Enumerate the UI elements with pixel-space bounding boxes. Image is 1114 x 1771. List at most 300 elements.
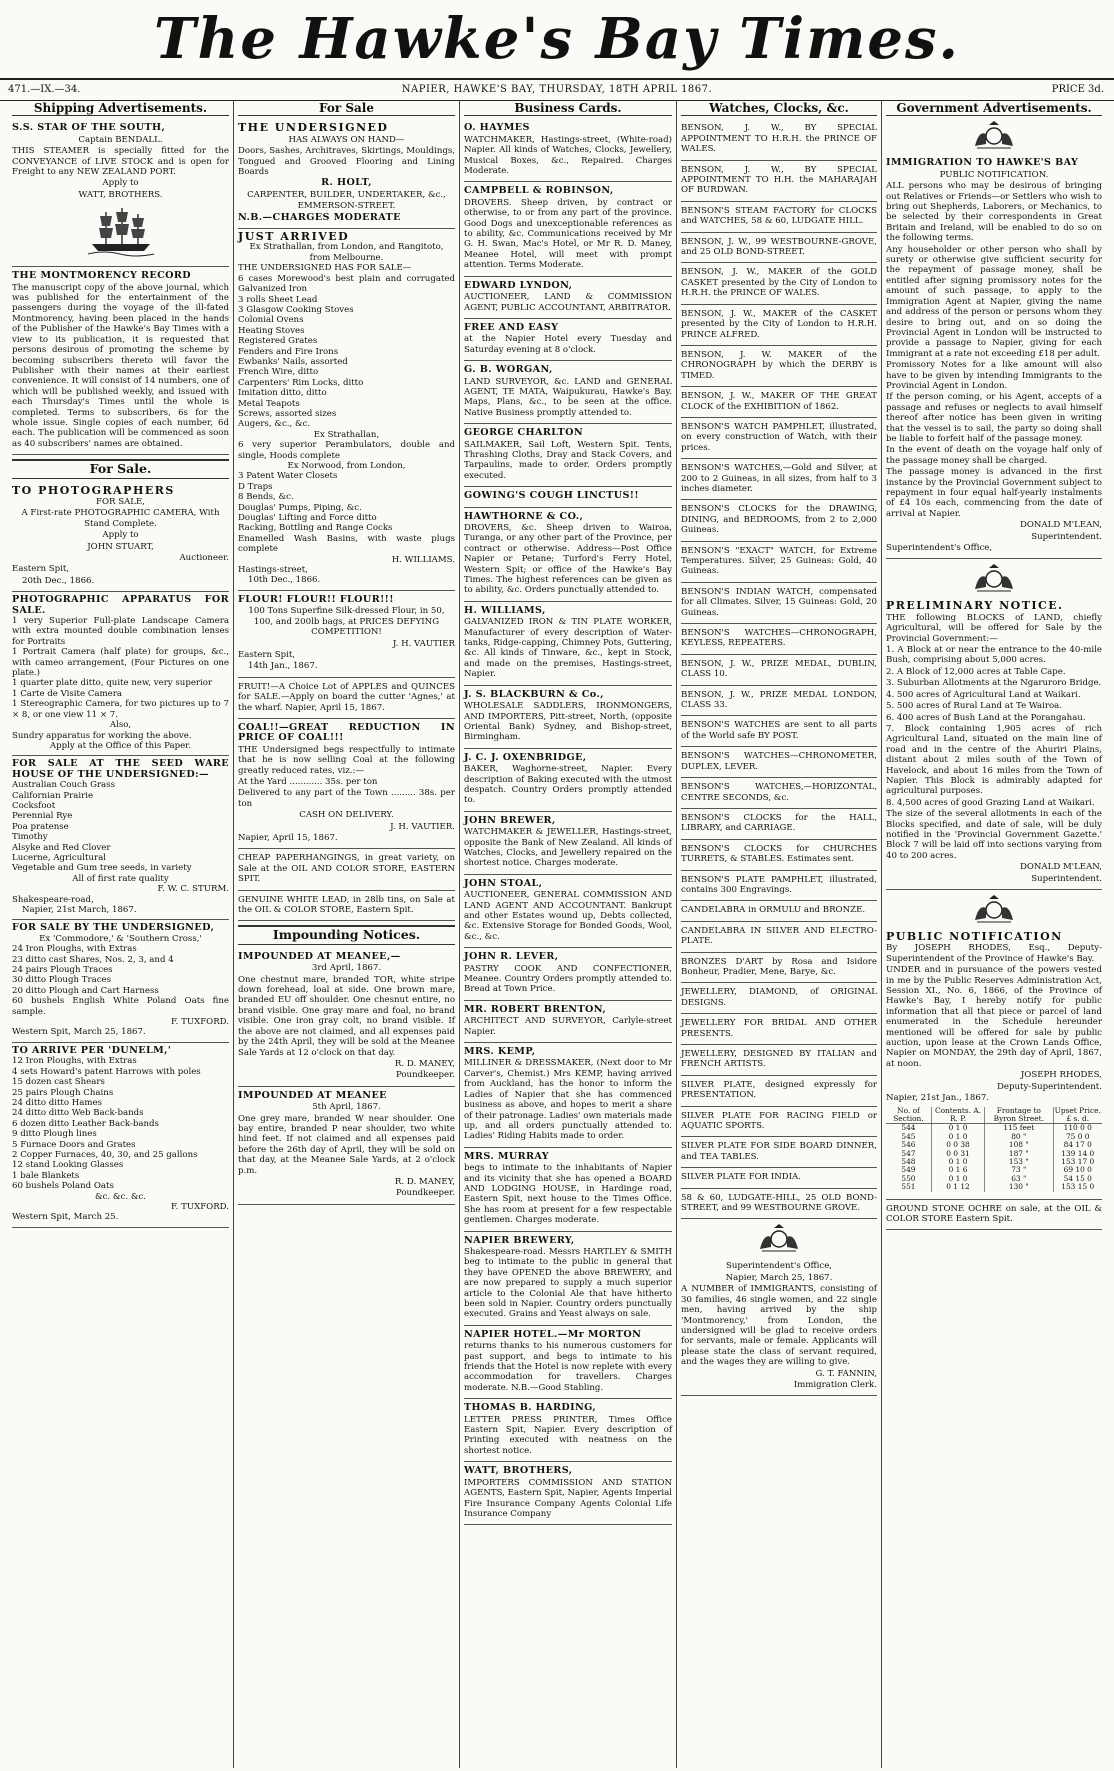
business-card: [464, 182, 672, 276]
table-cell: 551: [901, 1182, 916, 1192]
watch-ad-text: BENSON'S WATCHES—CHRONOMETER, DUPLEX, LEVER.: [681, 751, 877, 772]
list-item: 24 pairs Plough Traces: [12, 965, 113, 976]
list-item: Ewbanks' Nails, assorted: [238, 356, 348, 367]
ad-paragraph: Promissory Notes for a like amount will also have to be given by intending Immigrants to the Provincial Agent in London.: [886, 360, 1102, 391]
watch-ad-text: BRONZES D'ART by Rosa and Isidore Bonheur, Pradier, Mene, Barye, &c.: [681, 956, 877, 977]
list-item: D Traps: [238, 481, 273, 492]
table-cell: 545: [901, 1131, 916, 1141]
business-card-body: AUCTIONEER, GENERAL COMMISSION AND LAND AGENT AND ACCOUNTANT. Bankrupt and other Estates wound up, Debts collected, &c. Extensive Storage for Bonded Goods, Wool, &c., &c.: [464, 890, 672, 942]
table-header-cell: Contents. A. R. P.: [931, 1107, 984, 1124]
business-card: [464, 119, 672, 182]
business-card-title: EDWARD LYNDON,: [464, 279, 573, 291]
ad-title: S.S. STAR OF THE SOUTH,: [12, 122, 166, 134]
ad-name: R. HOLT,: [321, 177, 372, 189]
list-item: 23 ditto cast Shares, Nos. 2, 3, and 4: [12, 954, 174, 965]
ad-sub: PUBLIC NOTIFICATION.: [939, 169, 1049, 180]
ad-name: H. WILLIAMS.: [391, 554, 455, 565]
table-cell: 0 0 38: [931, 1141, 984, 1149]
ad-white-lead: [238, 891, 455, 922]
watch-ad: [681, 119, 877, 160]
ad-place: EMMERSON-STREET.: [297, 201, 396, 212]
watch-ad-text: BENSON'S CLOCKS for the HALL, LIBRARY, and CARRIAGE.: [681, 812, 877, 834]
ad-apply: Apply to: [102, 530, 139, 541]
ad-role: CARPENTER, BUILDER, UNDERTAKER, &c.,: [247, 189, 446, 200]
watch-ad: [681, 624, 877, 655]
business-card-title: WATT, BROTHERS,: [464, 1465, 573, 1477]
watch-ad-text: BENSON'S WATCHES—CHRONOGRAPH, KEYLESS, REPEATERS.: [681, 628, 877, 649]
watches-list: [681, 119, 877, 1219]
royal-arms-icon: [756, 1223, 802, 1253]
business-card: [464, 686, 672, 749]
table-cell: 547: [901, 1148, 916, 1158]
watch-ad: [681, 459, 877, 500]
business-card-title: H. WILLIAMS,: [464, 604, 546, 616]
ad-paperhangings: [238, 849, 455, 890]
ad-body: The manuscript copy of the above journal, which was published for the entertainment of the passengers during the voyage of the ill-fated Montmorency, having been placed in the hands of the Publisher of the Hawke's Bay Times with a view to its publication, it is requested that persons desirous of promoting the scheme by becoming subscribers thereto will favor the Publisher with their names at their earliest convenience. It will consist of 14 numbers, one of which will be published weekly, and issued with each Thursday's Times until the whole is completed. Terms to subscribers, 6s for the whole issue. Single copies of each number, 6d each. The publication will be commenced as soon as 40 subscribers' names are obtained.: [12, 282, 229, 449]
masthead: [0, 0, 1114, 78]
list-item: Californian Prairie: [12, 790, 94, 801]
column-header: Government Advertisements.: [886, 100, 1102, 116]
business-card-body: Shakespeare-road. Messrs HARTLEY & SMITH beg to intimate to the public in general that they have OPENED the above BREWERY, and are now prepared to supply a much superior article to the Colonial Ale that have hitherto been sold in Napier. Country orders punctually executed. Grains and Yeast always on sale.: [464, 1246, 672, 1320]
watch-ad: [681, 542, 877, 583]
ad-ships: Ex Strathallan, from London, and Rangitoto, from Melbourne.: [249, 242, 444, 263]
watch-ad: [681, 655, 877, 686]
ad-apply: Apply to: [102, 178, 139, 189]
list-item: 2 Copper Furnaces, 40, 30, and 25 gallons: [12, 1149, 198, 1160]
list-item: 6. 400 acres of Bush Land at the Porangahau.: [886, 712, 1086, 723]
ad-public-notification: [886, 928, 1102, 1200]
ad-date: Western Spit, March 25, 1867.: [12, 1027, 146, 1038]
ad-title: JUST ARRIVED: [238, 230, 350, 244]
column-government: [882, 100, 1106, 1768]
table-header-cell: Frontage to Byron Street.: [985, 1107, 1053, 1124]
list-item: Racking, Bottling and Range Cocks: [238, 523, 393, 534]
list-item: 1 bale Blankets: [12, 1170, 80, 1181]
table-row: [886, 1183, 1102, 1191]
business-card: [464, 1232, 672, 1326]
list-item: Poa pratense: [12, 821, 69, 832]
ad-date: Napier, March 25, 1867.: [725, 1272, 833, 1283]
ad-seed-warehouse: [12, 756, 229, 920]
ad-date: 20th Dec., 1866.: [22, 575, 95, 586]
ad-name: R. D. MANEY,: [394, 1176, 455, 1187]
watch-ad: [681, 901, 877, 921]
table-cell: 0 1 0: [931, 1158, 984, 1166]
watch-ad: [681, 233, 877, 264]
table-cell: 0 1 0: [931, 1124, 984, 1133]
list-item: French Wire, ditto: [238, 367, 319, 378]
watch-ad: [681, 809, 877, 840]
ad-just-arrived: [238, 229, 455, 591]
table-cell: 187 ": [985, 1150, 1053, 1158]
business-card: [464, 361, 672, 424]
table-header-cell: No. of Section.: [886, 1107, 931, 1124]
list-item: 2. A Block of 12,000 acres at Table Cape.: [886, 666, 1066, 677]
business-card-body: PASTRY COOK AND CONFECTIONER, Meanee. Country Orders promptly attended to. Bread at Town Price.: [464, 963, 672, 995]
ad-coal: [238, 719, 455, 849]
watch-ad: [681, 1045, 877, 1076]
ad-name: DONALD M'LEAN,: [1019, 520, 1102, 531]
table-cell: 110 0 0: [1053, 1124, 1102, 1133]
table-cell: 84 17 0: [1053, 1141, 1102, 1149]
ad-office: Superintendent's Office,: [886, 543, 993, 554]
ad-title: IMPOUNDED AT MEANEE,—: [238, 950, 401, 962]
business-card: [464, 487, 672, 507]
business-card-body: ARCHITECT AND SURVEYOR, Carlyle-street Napier.: [464, 1016, 672, 1037]
watch-ad-text: BENSON'S INDIAN WATCH, compensated for all Climates. Silver, 15 Guineas: Gold, 20 Guineas.: [681, 586, 877, 618]
list-item: Lucerne, Agricultural: [12, 852, 106, 863]
ad-name: F. TUXFORD.: [171, 1201, 229, 1212]
ad-paragraph: Any householder or other person who shall by surety or otherwise give sufficient security for the repayment of passage money, shall be entitled after signing promissory notes for the amount of such passage, to apply to the Immigration Agent at Napier, giving the name and address of the person or persons whom they desire to bring out, and on so doing the Provincial Agent in London will be instructed to provide a passage to Napier, giving for each Immigrant at a rate not exceeding £18 per adult.: [886, 244, 1102, 359]
ad-rate: At the Yard ............ 35s. per ton: [238, 776, 378, 787]
business-card-body: IMPORTERS COMMISSION AND STATION AGENTS, Eastern Spit, Napier, Agents Imperial Fire Insurance Company Agents Colonial Life Insurance Company: [464, 1477, 672, 1519]
table-header-row: [886, 1107, 1102, 1124]
business-card-title: JOHN R. LEVER,: [464, 951, 559, 963]
watch-ad: [681, 686, 877, 717]
table-cell: 549: [901, 1165, 916, 1175]
ad-stone-ochre: [886, 1200, 1102, 1231]
business-card-body: DROVERS, &c. Sheep driven to Wairoa, Turanga, or any other part of the Province, per contract or otherwise. Address—Post Office Napier or Petane; Turford's Ferry Hotel, Western Spit; or office of the Hawke's Bay Times. The highest references can be given as to ability, &c. Orders punctually attended to.: [464, 523, 672, 596]
ad-impounded-1: [238, 948, 455, 1087]
column-for-sale: [234, 100, 460, 1768]
list-item: Perennial Rye: [12, 811, 73, 822]
ad-paragraph: ALL persons who may be desirous of bringing out Relatives or Friends—or Settlers who wish to bring out Shepherds, Laborers, or Mechanics, to be selected by their correspondents in Great Britain and Ireland, will be enabled to do so on the following terms.: [886, 181, 1102, 244]
ad-role: Deputy-Superintendent.: [996, 1081, 1102, 1092]
watch-ad-text: BENSON'S WATCH PAMPHLET, illustrated, on every construction of Watch, with their prices.: [681, 421, 877, 453]
list-item: 6 cases Morewood's best plain and corrugated Galvanized Iron: [238, 273, 455, 295]
ad-place: Hastings-street,: [238, 565, 308, 576]
business-card: [464, 1462, 672, 1525]
list-item: 3 Glasgow Cooking Stoves: [238, 304, 354, 315]
table-cell: 80 ": [985, 1133, 1053, 1141]
list-item: 3 rolls Sheet Lead: [238, 294, 318, 305]
list-item: 24 ditto ditto Hames: [12, 1097, 103, 1108]
ad-body: FRUIT!—A Choice Lot of APPLES and QUINCES for SALE.—Apply on board the cutter 'Agnes,' at the wharf. Napier, April 15, 1867.: [238, 681, 455, 713]
business-card-body: WHOLESALE SADDLERS, IRONMONGERS, AND IMPORTERS, Pitt-street, North, (opposite Oriental Bank) Sydney, and Bishop-street, Birmingham.: [464, 701, 672, 743]
list-item: Screws, assorted sizes: [238, 408, 337, 419]
ad-photographic-apparatus: [12, 592, 229, 756]
watch-ad-text: BENSON'S CLOCKS for the DRAWING, DINING, and BEDROOMS, from 2 to 2,000 Guineas.: [681, 504, 877, 536]
business-card: [464, 948, 672, 1001]
schedule-table: [886, 1107, 1102, 1192]
ad-date: 14th Jan., 1867.: [248, 661, 318, 672]
ad-paragraph: In the event of death on the voyage half only of the passage money shall be charged.: [886, 445, 1102, 466]
table-cell: 73 ": [985, 1166, 1053, 1174]
business-card-body: BAKER, Waghorne-street, Napier. Every description of Baking executed with the utmost despatch. Country Orders promptly attended to.: [464, 764, 672, 806]
business-card: [464, 424, 672, 487]
ad-title: TO PHOTOGRAPHERS: [12, 483, 175, 497]
ad-place: Shakespeare-road,: [12, 894, 94, 905]
list-item: 3 Patent Water Closets: [238, 471, 338, 482]
ad-place: Eastern Spit,: [12, 564, 70, 575]
business-card: [464, 749, 672, 812]
watch-ad: [681, 1107, 877, 1138]
watch-ad: [681, 305, 877, 346]
watch-ad-text: JEWELLERY FOR BRIDAL AND OTHER PRESENTS.: [681, 1018, 877, 1039]
list-item: 1 very Superior Full-plate Landscape Camera with extra mounted double combination lenses for Portraits: [12, 616, 229, 647]
ad-title: THE MONTMORENCY RECORD: [12, 270, 191, 282]
column-business-cards: [460, 100, 677, 1768]
ad-title: FOR SALE BY THE UNDERSIGNED,: [12, 922, 215, 934]
ad-tuxford-dunelm: [12, 1043, 229, 1228]
ad-fruit: [238, 678, 455, 719]
table-cell: 546: [901, 1140, 916, 1150]
list-item: 30 ditto Plough Traces: [12, 975, 112, 986]
watch-ad-text: BENSON'S STEAM FACTORY for CLOCKS and WATCHES, 58 & 60, LUDGATE HILL.: [681, 205, 877, 227]
list-item: 24 ditto ditto Web Back-bands: [12, 1108, 144, 1119]
list-item: 9 ditto Plough lines: [12, 1129, 97, 1140]
ad-name: F. TUXFORD.: [171, 1017, 229, 1028]
ad-title: FOR SALE AT THE SEED WARE HOUSE OF THE UNDERSIGNED:—: [12, 758, 229, 780]
list-item: 7. Block containing 1,905 acres of rich Agricultural Land, situated on the main line of road and in the centre of the Ahuriri Plains, distant about 2 miles south of the Town of Havelock, and about 16 miles from the Town of Napier. This Block is admirably adapted for agricultural purposes.: [886, 723, 1102, 797]
ad-paragraph: The passage money is advanced in the first instance by the Provincial Government subject to repayment in four equal half-yearly instalments of £4 10s each, commencing from the date of arrival at Napier.: [886, 467, 1102, 519]
list-item: 12 Iron Ploughs, with Extras: [12, 1056, 137, 1067]
watch-ad-text: JEWELLERY, DESIGNED BY ITALIAN and FRENCH ARTISTS.: [681, 1049, 877, 1070]
ad-ex: Ex Strathallan,: [313, 429, 380, 440]
ad-outro: The size of the several allotments in each of the Blocks specified, and date of sale, will be duly notified in the 'Provincial Government Gazette.' Block 7 will be laid off into sections varying from 40 to 200 acres.: [886, 809, 1102, 861]
ship-icon: [86, 204, 156, 258]
table-cell: 130 ": [985, 1183, 1053, 1191]
watch-ad-text: BENSON, J. W., BY SPECIAL APPOINTMENT TO H.R.H. the PRINCE OF WALES.: [681, 123, 877, 155]
ad-intro: THE following BLOCKS of LAND, chiefly Agricultural, will be offered for Sale by the Provincial Government:—: [886, 612, 1102, 644]
ad-lead: THE UNDERSIGNED HAS FOR SALE—: [238, 263, 412, 274]
list-item: Douglas' Lifting and Force ditto: [238, 513, 377, 524]
list-item: Colonial Ovens: [238, 315, 304, 326]
business-card-title: GOWING'S COUGH LINCTUS!!: [464, 490, 640, 502]
ad-title: PRELIMINARY NOTICE.: [886, 599, 1064, 613]
ad-montmorency-record: [12, 267, 229, 455]
ad-sub: FOR SALE,: [95, 496, 145, 507]
business-card: [464, 1326, 672, 1399]
list-item: Registered Grates: [238, 336, 318, 347]
business-card-title: GEORGE CHARLTON: [464, 427, 584, 439]
ad-paragraph: If the person coming, or his Agent, accepts of a passage and refuses or neglects to avail himself thereof after notice has been given in writing that the vessel is to sail, the party so doing shall be liable to forfeit half of the passage money.: [886, 392, 1102, 444]
publication-date: NAPIER, HAWKE'S BAY, THURSDAY, 18TH APRIL 1867.: [401, 84, 713, 95]
list-item: 4. 500 acres of Agricultural Land at Waikari.: [886, 689, 1081, 700]
ad-date: Napier, 21st Jan., 1867.: [886, 1093, 990, 1104]
ad-name: JOSEPH RHODES,: [1020, 1070, 1102, 1081]
business-card: [464, 1148, 672, 1232]
ad-title: COAL!!—GREAT REDUCTION IN PRICE OF COAL!!!: [238, 721, 455, 744]
business-card: [464, 812, 672, 875]
table-cell: 0 1 0: [931, 1175, 984, 1183]
list-item: Also,: [109, 720, 132, 731]
table-body: [886, 1124, 1102, 1192]
ad-immigration-notice: [886, 154, 1102, 559]
ad-role: Poundkeeper.: [395, 1188, 455, 1199]
list-item: Alsyke and Red Clover: [12, 842, 111, 853]
list-item: Douglas' Pumps, Piping, &c.: [238, 502, 362, 513]
business-card: [464, 319, 672, 361]
watch-ad: [681, 1189, 877, 1220]
ad-preliminary-notice: [886, 597, 1102, 890]
watch-ad: [681, 263, 877, 304]
list-item: Imitation ditto, ditto: [238, 388, 327, 399]
table-cell: 153 ": [985, 1158, 1053, 1166]
ad-body: A NUMBER of IMMIGRANTS, consisting of 30 families, 46 single women, and 22 single men, having arrived by the ship 'Montmorency,' from London, the undersigned will be glad to receive orders for servants, male or female. Applicants will please state the class of servant required, and the wages they are willing to give.: [681, 1284, 877, 1368]
business-card-title: MRS. KEMP,: [464, 1046, 536, 1058]
watch-ad-text: JEWELLERY, DIAMOND, of ORIGINAL DESIGNS.: [681, 987, 877, 1008]
table-cell: 54 15 0: [1053, 1175, 1102, 1183]
table-cell: 0 0 31: [931, 1150, 984, 1158]
table-cell: 0 1 0: [931, 1133, 984, 1141]
watch-ad-text: BENSON'S WATCHES are sent to all parts of the World safe BY POST.: [681, 720, 877, 741]
business-card-title: CAMPBELL & ROBINSON,: [464, 185, 614, 197]
business-card-body: MILLINER & DRESSMAKER, (Next door to Mr Carver's, Chemist.) Mrs KEMP, having arrived from Auckland, has the honor to inform the Ladies of Napier that she has commenced business as above, and hopes to merit a share of their patronage. Ladies' own materials made up, and all orders punctually attended to. Ladies' Riding Habits made to order.: [464, 1058, 672, 1142]
ad-ex: Ex Norwood, from London,: [287, 461, 406, 471]
ad-title: THE UNDERSIGNED: [238, 121, 389, 135]
list-item: 60 bushels Poland Oats: [12, 1181, 114, 1192]
ad-name: DONALD M'LEAN,: [1019, 862, 1102, 873]
list-item: 5 Furnace Doors and Grates: [12, 1139, 136, 1150]
ad-body: CHEAP PAPERHANGINGS, in great variety, on Sale at the OIL AND COLOR STORE, EASTERN SPIT.: [238, 853, 455, 885]
watch-ad: [681, 1137, 877, 1168]
list-item: 20 ditto Plough and Cart Harness: [12, 985, 159, 996]
ad-holt: [238, 119, 455, 229]
list-item: 24 Iron Ploughs, with Extras: [12, 944, 137, 955]
ad-role: Superintendent.: [1031, 531, 1102, 542]
business-card: [464, 1001, 672, 1043]
royal-arms-icon: [971, 894, 1017, 924]
watch-ad-text: BENSON'S CLOCKS for CHURCHES TURRETS, & STABLES. Estimates sent.: [681, 843, 877, 865]
ad-name: G. T. FANNIN,: [815, 1368, 877, 1379]
ad-sub: Ex 'Commodore,' & 'Southern Cross,': [39, 933, 202, 944]
watch-ad-text: BENSON, J. W., MAKER of the GOLD CASKET presented by the City of London to H.R.H. the PRINCE OF WALES.: [681, 267, 877, 299]
business-card-title: NAPIER BREWERY,: [464, 1234, 575, 1246]
watch-ad-text: 58 & 60, LUDGATE-HILL, 25 OLD BOND-STREET, and 99 WESTBOURNE GROVE.: [681, 1192, 877, 1214]
table-cell: 115 feet: [985, 1124, 1053, 1133]
watch-ad: [681, 346, 877, 387]
table-cell: 63 ": [985, 1175, 1053, 1183]
business-card-title: G. B. WORGAN,: [464, 364, 553, 376]
ad-name: F. W. C. STURM.: [157, 884, 229, 895]
business-card-list: [464, 119, 672, 1525]
list-item: 25 pairs Plough Chains: [12, 1087, 114, 1098]
ad-immigrants: [681, 1257, 877, 1396]
list-item: Carpenters' Rim Locks, ditto: [238, 377, 364, 388]
watch-ad: [681, 716, 877, 747]
ad-flour: [238, 591, 455, 678]
business-card-title: J. S. BLACKBURN & Co.,: [464, 688, 604, 700]
ad-impounded-2: [238, 1087, 455, 1205]
ad-nb: N.B.—CHARGES MODERATE: [238, 211, 401, 223]
watch-ad-text: BENSON'S "EXACT" WATCH, for Extreme Temperatures. Silver, 25 Guineas: Gold, 40 Guineas.: [681, 545, 877, 577]
ad-role: Auctioneer.: [179, 553, 229, 563]
column-watches: [677, 100, 882, 1768]
list-item: 8. 4,500 acres of good Grazing Land at Waikari.: [886, 797, 1095, 808]
ad-title: IMPOUNDED AT MEANEE: [238, 1089, 387, 1101]
watch-ad-text: BENSON, J. W., PRIZE MEDAL, DUBLIN, CLASS 10.: [681, 658, 877, 680]
column-header: For Sale: [238, 100, 455, 116]
list-item: 6 dozen ditto Leather Back-bands: [12, 1118, 159, 1129]
business-card-title: O. HAYMES: [464, 122, 530, 134]
list-item: 3. Suburban Allotments at the Ngaruroro Bridge.: [886, 678, 1102, 689]
list-item: 12 stand Looking Glasses: [12, 1160, 124, 1171]
watch-ad-text: BENSON'S WATCHES,—HORIZONTAL, CENTRE SECONDS, &c.: [681, 782, 877, 803]
ad-apply: Apply at the Office of this Paper.: [49, 740, 192, 751]
watch-ad-text: BENSON, J. W., PRIZE MEDAL LONDON, CLASS 33.: [681, 689, 877, 711]
ad-name: J. H. VAUTIER.: [390, 821, 455, 832]
ad-title: FLOUR! FLOUR!! FLOUR!!!: [238, 593, 394, 605]
ad-role: Poundkeeper.: [395, 1070, 455, 1081]
list-item: Vegetable and Gum tree seeds, in variety: [12, 863, 192, 874]
ad-role: Superintendent.: [1031, 873, 1102, 884]
table-cell: 550: [901, 1173, 916, 1183]
list-item: 1 Carte de Visite Camera: [12, 688, 122, 699]
business-card-title: FREE AND EASY: [464, 321, 559, 333]
column-shipping: [8, 100, 234, 1768]
watch-ad: [681, 1168, 877, 1188]
watch-ad-text: SILVER PLATE FOR RACING FIELD or AQUATIC SPORTS.: [681, 1110, 877, 1132]
ad-cash: CASH ON DELIVERY.: [299, 810, 394, 821]
business-card-title: MR. ROBERT BRENTON,: [464, 1003, 607, 1015]
business-card-body: at the Napier Hotel every Tuesday and Saturday evening at 8 o'clock.: [464, 334, 672, 355]
list-item: &c. &c. &c.: [94, 1191, 147, 1202]
table-cell: 0 1 12: [931, 1183, 984, 1191]
business-card: [464, 277, 672, 319]
list-item: Timothy: [12, 832, 48, 843]
ad-body: Doors, Sashes, Architraves, Skirtings, Mouldings, Tongued and Grooved Flooring and Lining Boards: [238, 146, 455, 178]
business-card-title: JOHN BREWER,: [464, 814, 556, 826]
ad-body: UNDER and in pursuance of the powers vested in me by the Public Reserves Administration Act, Session XI., No. 6, 1866, of the Province of Hawke's Bay, I hereby notify for public information that all that piece or parcel of land enumerated in the Schedule hereunder mentioned will be offered for sale by public auction, upon lease at the Crown Lands Office, Napier on MONDAY, the 29th day of April, 1867, at noon.: [886, 965, 1102, 1069]
business-card-title: MRS. MURRAY: [464, 1150, 550, 1162]
list-item: 4 sets Howard's patent Harrows with poles: [12, 1066, 201, 1077]
ad-place: Eastern Spit,: [238, 649, 296, 660]
ad-name: J. H. VAUTIER: [392, 638, 455, 649]
ad-body: A First-rate PHOTOGRAPHIC CAMERA, With Stand Complete.: [21, 508, 220, 529]
ad-photographers: [12, 482, 229, 593]
business-card-title: J. C. J. OXENBRIDGE,: [464, 751, 587, 763]
royal-arms-icon: [971, 120, 1017, 150]
table-cell: 153 17 0: [1053, 1158, 1102, 1166]
watch-ad-text: CANDELABRA in ORMULU and BRONZE.: [681, 905, 866, 916]
table-cell: 69 10 0: [1053, 1166, 1102, 1174]
watch-ad: [681, 1014, 877, 1045]
ad-name: JOHN STUART,: [87, 541, 154, 552]
list-item: 1. A Block at or near the entrance to the 40-mile Bush, comprising about 5,000 acres.: [886, 645, 1102, 666]
watch-ad-text: CANDELABRA IN SILVER AND ELECTRO-PLATE.: [681, 925, 877, 947]
ad-role: Immigration Clerk.: [793, 1379, 877, 1390]
business-card-title: NAPIER HOTEL.—Mr MORTON: [464, 1328, 642, 1340]
list-item: 1 Portrait Camera (half plate) for groups, &c., with cameo arrangement, (Four Pictures on one plate.): [12, 647, 229, 679]
watch-ad-text: SILVER PLATE, designed expressly for PRESENTATION.: [681, 1079, 877, 1101]
table-cell: 0 1 6: [931, 1166, 984, 1174]
list-item: Sundry apparatus for working the above.: [12, 730, 192, 741]
business-card: [464, 508, 672, 602]
royal-arms-icon: [971, 563, 1017, 593]
ad-date: 5th April, 1867.: [312, 1102, 381, 1113]
ad-name: R. D. MANEY,: [394, 1058, 455, 1069]
ad-rate: Delivered to any part of the Town ......... 38s. per ton: [238, 788, 455, 809]
watch-ad: [681, 953, 877, 984]
watch-ad: [681, 747, 877, 778]
ad-body: 100 Tons Superfine Silk-dressed Flour, in 50, 100, and 200lb bags, at PRICES DEFYING COMPETITION!: [248, 606, 445, 638]
ad-date: Napier, 21st March, 1867.: [22, 905, 137, 915]
watch-ad-text: BENSON'S PLATE PAMPHLET, illustrated, contains 300 Engravings.: [681, 874, 877, 895]
ad-body: GROUND STONE OCHRE on sale, at the OIL & COLOR STORE Eastern Spit.: [886, 1203, 1102, 1224]
list-item: Enamelled Wash Basins, with waste plugs complete: [238, 533, 455, 555]
watch-ad: [681, 202, 877, 233]
section-header: For Sale.: [12, 459, 229, 478]
ad-body: One chestnut mare, branded TOR, white stripe down forehead, loal at side. One brown mare, branded EU off shoulder. One chesnut entire, no brand visible. One gray mare and foal, no brand visible. One iron gray colt, no brand visible. If the above are not claimed, and all expenses paid by the 24th April, they will be sold at the Meanee Sale Yards at 12 o'clock on that day.: [238, 974, 455, 1058]
ad-ex-body: 6 very superior Perambulators, double and single, Hoods complete: [238, 440, 455, 461]
ad-captain: Captain BENDALL.: [78, 134, 163, 145]
watch-ad-text: SILVER PLATE FOR SIDE BOARD DINNER, and TEA TABLES.: [681, 1141, 877, 1162]
list-item: Fenders and Fire Irons: [238, 346, 339, 357]
list-item: Augers, &c., &c.: [238, 419, 311, 430]
table-cell: 544: [901, 1123, 916, 1133]
table-cell: 548: [901, 1156, 916, 1166]
